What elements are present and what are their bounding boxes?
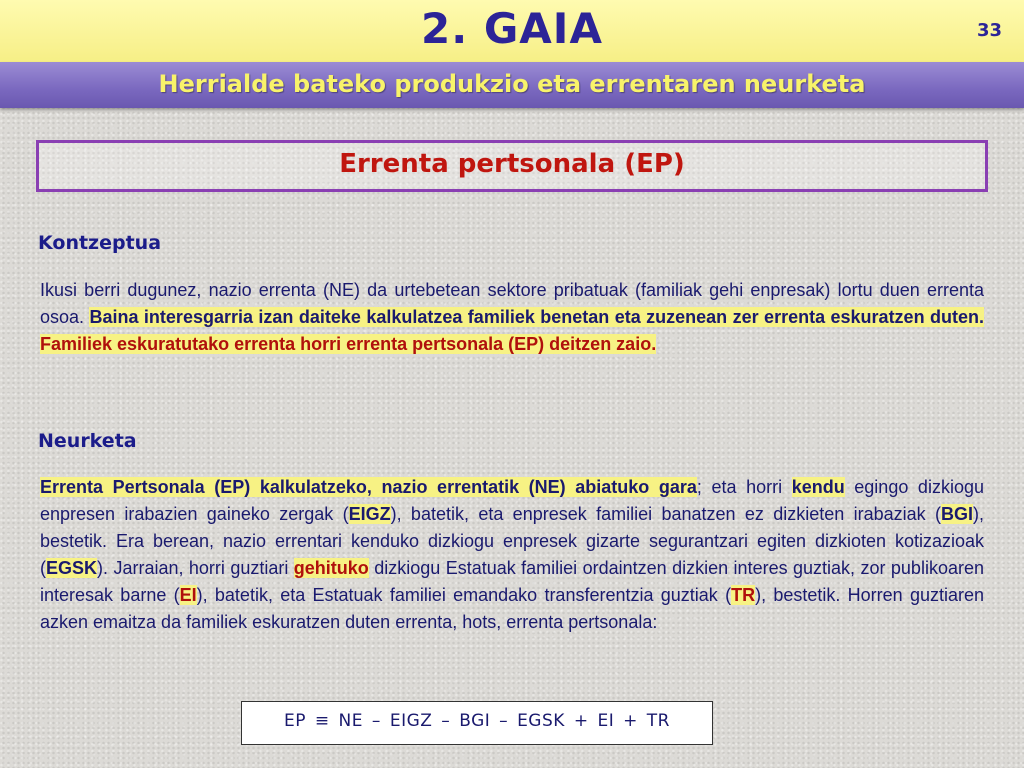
kontzeptua-text-1: Ikusi berri dugunez, nazio errenta (NE) da urtebetean sektore pribatuak (familiak gehi enpresak) lortu duen errenta osoa. [40,280,984,327]
formula-box [241,701,713,745]
kontzeptua-paragraph [40,277,984,358]
term-bgi: BGI [940,504,973,524]
neurketa-text-4: egingo dizkiogu enpresen irabazien gaineko zergak ( [40,477,984,524]
term-eigz: EIGZ [348,504,391,524]
kontzeptua-text-3: Familiek eskuratutako errenta horri errenta pertsonala (EP) deitzen zaio. [40,334,657,354]
term-ei: EI [179,585,197,605]
neurketa-text-1: Errenta Pertsonala (EP) kalkulatzeko, nazio errentatik (NE) abiatuko gara [40,477,697,497]
neurketa-text-10: ). Jarraian, horri guztiari [97,558,294,578]
term-tr: TR [731,585,756,605]
neurketa-text-8: ), bestetik. Era berean, nazio errentari kenduko dizkiogu enpresek gizarte segurantzari egiten dizkioten kotizazioak ( [40,504,984,578]
neurketa-text-16: ), bestetik. Horren guztiaren azken emaitza da familiek eskuratzen duten errenta, hots, errenta pertsonala: [40,585,984,632]
neurketa-gehituko: gehituko [293,558,369,578]
neurketa-text-2: ; eta horri [696,477,792,497]
title-band [0,0,1024,62]
heading-neurketa: Neurketa [38,430,137,452]
neurketa-text-6: ), batetik, eta enpresek familiei banatzen ez dizkieten irabaziak ( [390,504,941,524]
kontzeptua-text-2: Baina interesgarria izan daiteke kalkulatzea familiek benetan eta zuzenean zer errenta eskuratzen duten. [89,307,984,327]
subtitle-band [0,62,1024,108]
neurketa-text-14: ), batetik, eta Estatuak familiei emandako transferentzia guztiak ( [196,585,732,605]
neurketa-paragraph [40,474,984,636]
term-egsk: EGSK [46,558,98,578]
heading-kontzeptua: Kontzeptua [38,232,162,254]
slide-subtitle: Herrialde bateko produkzio eta errentaren neurketa [158,70,866,98]
neurketa-kendu: kendu [791,477,845,497]
formula: EP ≡ NE – EIGZ – BGI – EGSK + EI + TR [284,711,670,731]
section-title-box [36,140,988,192]
section-title: Errenta pertsonala (EP) [339,149,685,179]
neurketa-text-12: dizkiogu Estatuak familiei ordaintzen dizkien interes guztiak, zor publikoaren interesak barne ( [40,558,984,605]
page-number: 33 [976,20,1002,41]
slide-title: 2. GAIA [421,4,603,53]
